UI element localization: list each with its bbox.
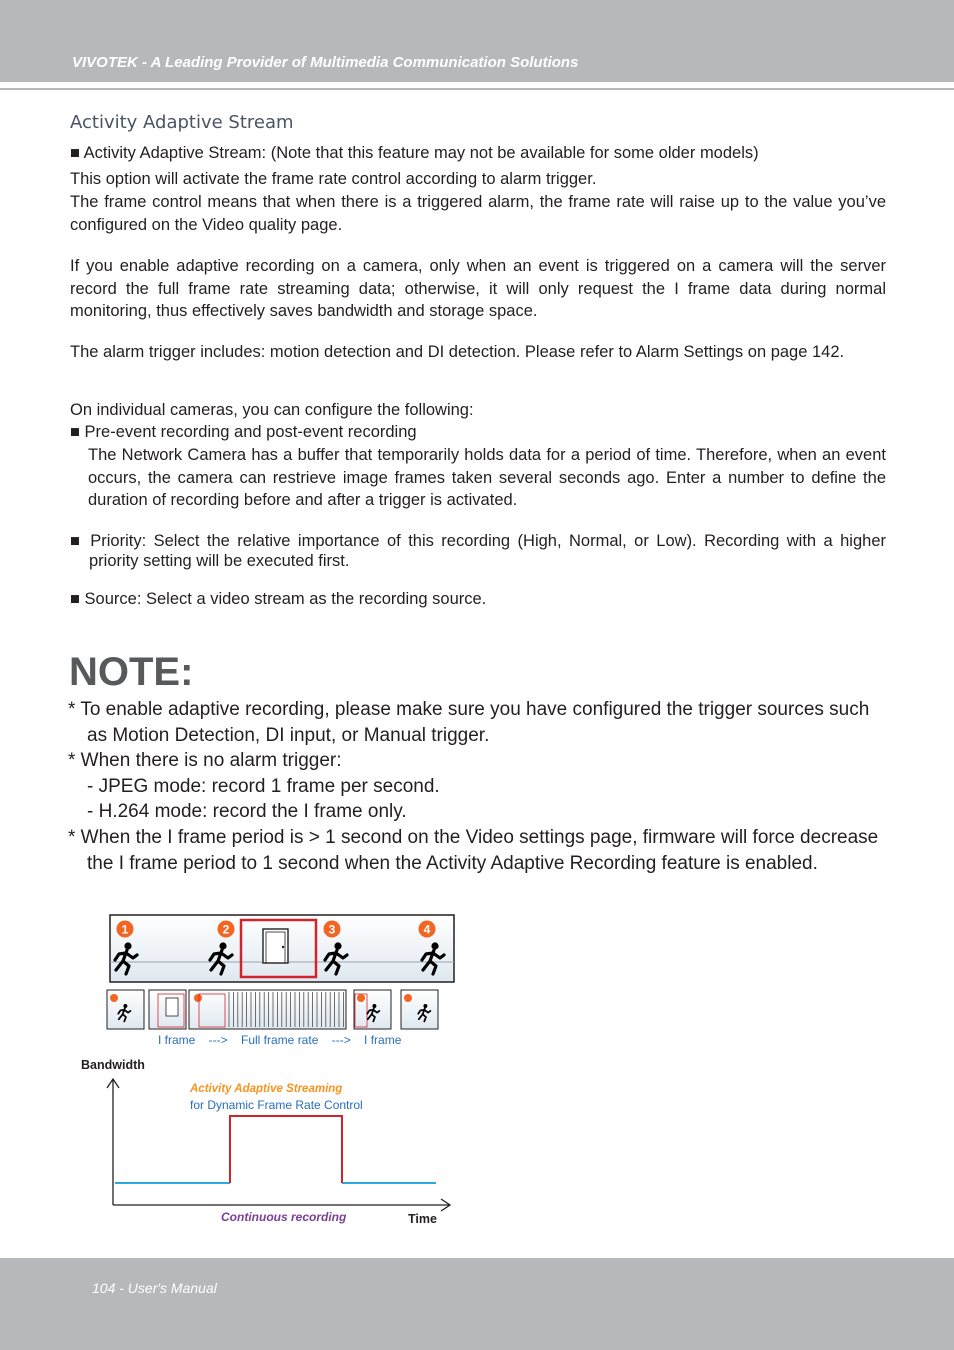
frame-strip [189,990,346,1029]
paragraph-buffer: The Network Camera has a buffer that temporarily holds data for a period of time. Therefore, when an event occurs, the camera can restrieve image frames taken several seconds ago. Enter a number to define the duration of recording before and after a trigger is activated. [88,446,886,509]
frame-thumbnail-1 [107,990,144,1029]
header-title: VIVOTEK - A Leading Provider of Multimedia Communication Solutions [72,54,579,71]
y-axis-label: Bandwidth [81,1058,145,1072]
frame-thumbnail-door [149,990,186,1029]
svg-text:3: 3 [328,922,336,937]
graph-subtitle: for Dynamic Frame Rate Control [190,1098,363,1112]
step-badge-4 [419,921,436,938]
frame-thumbnail-3 [354,990,391,1029]
note-line: as Motion Detection, DI input, or Manual trigger. [87,725,490,746]
note-line: - H.264 mode: record the I frame only. [87,801,407,822]
baseline-label: Continuous recording [221,1210,347,1224]
frame-sequence-label: I frame ---> Full frame rate ---> I frame [158,1033,402,1047]
paragraph-source: ■ Source: Select a video stream as the recording source. [70,590,487,608]
svg-text:1: 1 [121,922,129,937]
paragraph-activity-adaptive: ■ Activity Adaptive Stream: (Note that this feature may not be available for some older models) [70,144,759,162]
frame-thumbnail-4 [401,990,438,1029]
note-line: the I frame period to 1 second when the Activity Adaptive Recording feature is enabled. [87,853,818,874]
paragraph-adaptive-recording: If you enable adaptive recording on a camera, only when an event is triggered on a camera will the server record the full frame rate streaming data; otherwise, it will only request the I frame data during normal monitoring, thus effectively saves bandwidth and storage space. [70,257,886,320]
note-title: NOTE: [69,650,194,694]
note-line: * To enable adaptive recording, please make sure you have configured the trigger sources such [68,699,870,720]
full-frame-rate-pulse [230,1116,342,1183]
step-badge-1 [117,921,134,938]
svg-text:4: 4 [423,922,431,937]
page-footer [0,1258,954,1350]
graph-title: Activity Adaptive Streaming [190,1083,343,1095]
note-line: - JPEG mode: record 1 frame per second. [87,776,440,797]
paragraph-pre-event: ■ Pre-event recording and post-event recording [70,423,417,441]
paragraph-frame-control: The frame control means that when there is a triggered alarm, the frame rate will raise up to the value you’ve configured on the Video quality page. [70,193,886,234]
paragraph-priority: ■ Priority: Select the relative importance of this recording (High, Normal, or Low). Recording with a higher priority setting will be executed first. [70,532,886,570]
door-icon [263,929,288,963]
step-badge-2 [218,921,235,938]
page-number: 104 - User's Manual [92,1280,217,1296]
paragraph-option: This option will activate the frame rate control according to alarm trigger. [70,170,597,188]
paragraph-alarm-trigger: The alarm trigger includes: motion detection and DI detection. Please refer to Alarm Settings on page 142. [70,343,845,361]
paragraph-configure: On individual cameras, you can configure the following: [70,401,474,419]
section-title: Activity Adaptive Stream [70,112,294,133]
x-axis-label: Time [408,1212,437,1226]
step-badge-3 [324,921,341,938]
svg-text:2: 2 [222,922,230,937]
note-line: * When there is no alarm trigger: [68,750,342,771]
note-line: * When the I frame period is > 1 second on the Video settings page, firmware will force decrease [68,827,879,848]
